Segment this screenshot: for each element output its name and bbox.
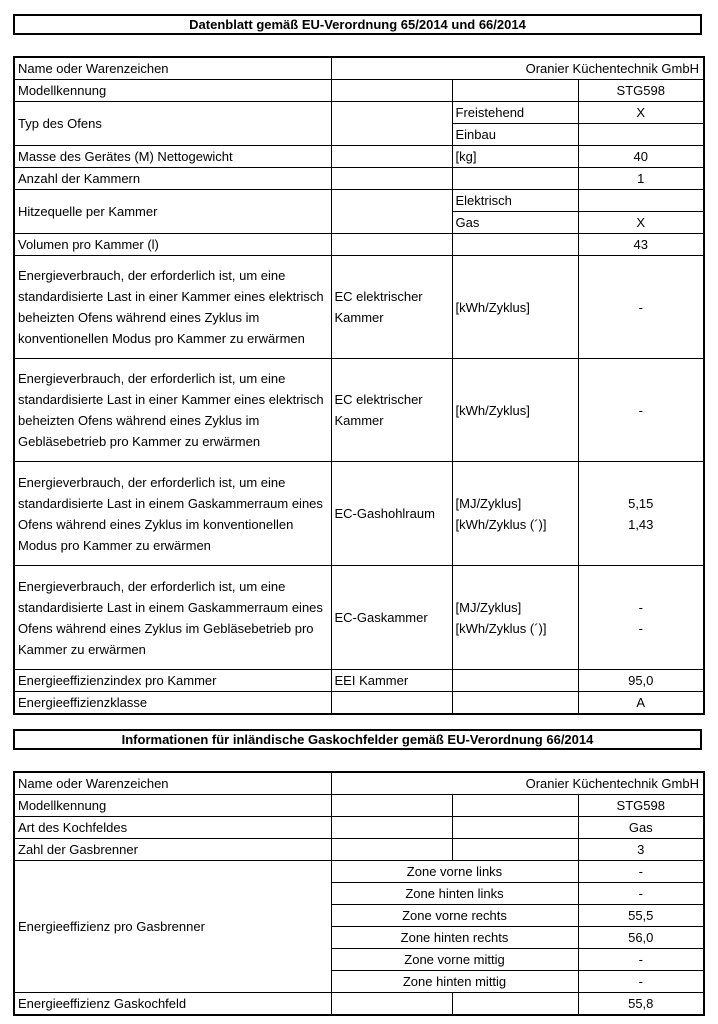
oven-mass-unit: [kg]	[452, 146, 578, 168]
oven-ec1-value: -	[578, 256, 704, 359]
oven-name-label: Name oder Warenzeichen	[14, 57, 331, 80]
table-row	[14, 772, 704, 795]
oven-ec4-symbol: EC-Gaskammer	[331, 566, 452, 670]
hob-zone-value: -	[578, 861, 704, 883]
oven-ec3-label: Energieverbrauch, der erforderlich ist, um eine standardisierte Last in einem Gaskammerraum eines Ofens während eines Zyklus im konventionellen Modus pro Kammer zu erwärmen	[14, 462, 331, 566]
hob-eff-label: Energieeffizienz pro Gasbrenner	[14, 861, 331, 993]
oven-ec4-label: Energieverbrauch, der erforderlich ist, um eine standardisierte Last in einem Gaskammerraum eines Ofens während eines Zyklus im Gebläsebetrieb pro Kammer zu erwärmen	[14, 566, 331, 670]
oven-ec2-unit: [kWh/Zyklus]	[452, 359, 578, 462]
oven-ec4-unit2: [kWh/Zyklus (´)]	[455, 620, 547, 636]
oven-ec3-units	[452, 462, 578, 566]
oven-ec3-value1: 5,15	[628, 495, 654, 511]
hob-info-title: Informationen für inländische Gaskochfelder gemäß EU-Verordnung 66/2014	[13, 729, 702, 750]
hob-name-label: Name oder Warenzeichen	[14, 772, 331, 795]
oven-eei-symbol: EEI Kammer	[331, 670, 452, 692]
table-row	[14, 57, 704, 80]
hob-zone-value: -	[578, 971, 704, 993]
oven-eei-value: 95,0	[578, 670, 704, 692]
oven-type-label: Typ des Ofens	[14, 102, 331, 146]
oven-ec2-label: Energieverbrauch, der erforderlich ist, um eine standardisierte Last in einer Kammer eines elektrisch beheizten Ofens während eines Zyklus im Gebläsebetrieb pro Kammer zu erwärmen	[14, 359, 331, 462]
oven-type-freestanding-value: X	[578, 102, 704, 124]
table-row	[14, 795, 704, 817]
table-row	[14, 102, 704, 124]
oven-volume-label: Volumen pro Kammer (l)	[14, 234, 331, 256]
hob-zone-name: Zone vorne mittig	[331, 949, 578, 971]
table-row	[14, 692, 704, 715]
oven-ec1-label: Energieverbrauch, der erforderlich ist, um eine standardisierte Last in einer Kammer eines elektrisch beheizten Ofens während eines Zyklus im konventionellen Modus pro Kammer zu erwärmen	[14, 256, 331, 359]
oven-ec2-symbol: EC elektrischer Kammer	[331, 359, 452, 462]
hob-zone-name: Zone vorne links	[331, 861, 578, 883]
hob-total-label: Energieeffizienz Gaskochfeld	[14, 993, 331, 1016]
table-row	[14, 462, 704, 566]
hob-zone-value: 55,5	[578, 905, 704, 927]
oven-name-value: Oranier Küchentechnik GmbH	[331, 57, 704, 80]
oven-model-value: STG598	[578, 80, 704, 102]
table-row	[14, 146, 704, 168]
oven-type-builtin: Einbau	[452, 124, 578, 146]
oven-datasheet-table	[13, 56, 705, 715]
hob-zone-name: Zone hinten mittig	[331, 971, 578, 993]
table-row	[14, 234, 704, 256]
oven-eei-label: Energieeffizienzindex pro Kammer	[14, 670, 331, 692]
hob-type-label: Art des Kochfeldes	[14, 817, 331, 839]
oven-volume-value: 43	[578, 234, 704, 256]
oven-class-value: A	[578, 692, 704, 715]
oven-mass-value: 40	[578, 146, 704, 168]
oven-ec3-values	[578, 462, 704, 566]
table-row	[14, 817, 704, 839]
oven-ec3-value2: 1,43	[628, 516, 654, 532]
table-row	[14, 566, 704, 670]
oven-ec2-value: -	[578, 359, 704, 462]
table-row	[14, 839, 704, 861]
hob-info-table	[13, 771, 705, 1016]
oven-ec4-value1: -	[638, 599, 643, 615]
table-row	[14, 190, 704, 212]
hob-zone-name: Zone hinten links	[331, 883, 578, 905]
oven-ec4-units	[452, 566, 578, 670]
oven-ec3-symbol: EC-Gashohlraum	[331, 462, 452, 566]
hob-zone-value: 56,0	[578, 927, 704, 949]
table-row	[14, 80, 704, 102]
hob-burners-value: 3	[578, 839, 704, 861]
hob-model-label: Modellkennung	[14, 795, 331, 817]
oven-ec1-symbol: EC elektrischer Kammer	[331, 256, 452, 359]
hob-zone-value: -	[578, 949, 704, 971]
oven-ec4-unit1: [MJ/Zyklus]	[455, 599, 522, 615]
hob-zone-name: Zone vorne rechts	[331, 905, 578, 927]
oven-chambers-value: 1	[578, 168, 704, 190]
hob-type-value: Gas	[578, 817, 704, 839]
table-row	[14, 359, 704, 462]
oven-heat-electric: Elektrisch	[452, 190, 578, 212]
oven-ec1-unit: [kWh/Zyklus]	[452, 256, 578, 359]
oven-heat-gas: Gas	[452, 212, 578, 234]
oven-ec3-unit1: [MJ/Zyklus]	[455, 495, 522, 511]
oven-class-label: Energieeffizienzklasse	[14, 692, 331, 715]
table-row	[14, 168, 704, 190]
hob-model-value: STG598	[578, 795, 704, 817]
oven-mass-label: Masse des Gerätes (M) Nettogewicht	[14, 146, 331, 168]
hob-zone-name: Zone hinten rechts	[331, 927, 578, 949]
hob-burners-label: Zahl der Gasbrenner	[14, 839, 331, 861]
hob-zone-value: -	[578, 883, 704, 905]
oven-chambers-label: Anzahl der Kammern	[14, 168, 331, 190]
oven-ec4-value2: -	[638, 620, 643, 636]
oven-heat-gas-value: X	[578, 212, 704, 234]
hob-total-value: 55,8	[578, 993, 704, 1016]
table-row	[14, 861, 704, 883]
table-row	[14, 993, 704, 1016]
oven-type-freestanding: Freistehend	[452, 102, 578, 124]
oven-ec3-unit2: [kWh/Zyklus (´)]	[455, 516, 547, 532]
oven-heat-label: Hitzequelle per Kammer	[14, 190, 331, 234]
oven-model-label: Modellkennung	[14, 80, 331, 102]
table-row	[14, 670, 704, 692]
hob-name-value: Oranier Küchentechnik GmbH	[331, 772, 704, 795]
oven-ec4-values	[578, 566, 704, 670]
table-row	[14, 256, 704, 359]
oven-datasheet-title: Datenblatt gemäß EU-Verordnung 65/2014 und 66/2014	[13, 14, 702, 35]
